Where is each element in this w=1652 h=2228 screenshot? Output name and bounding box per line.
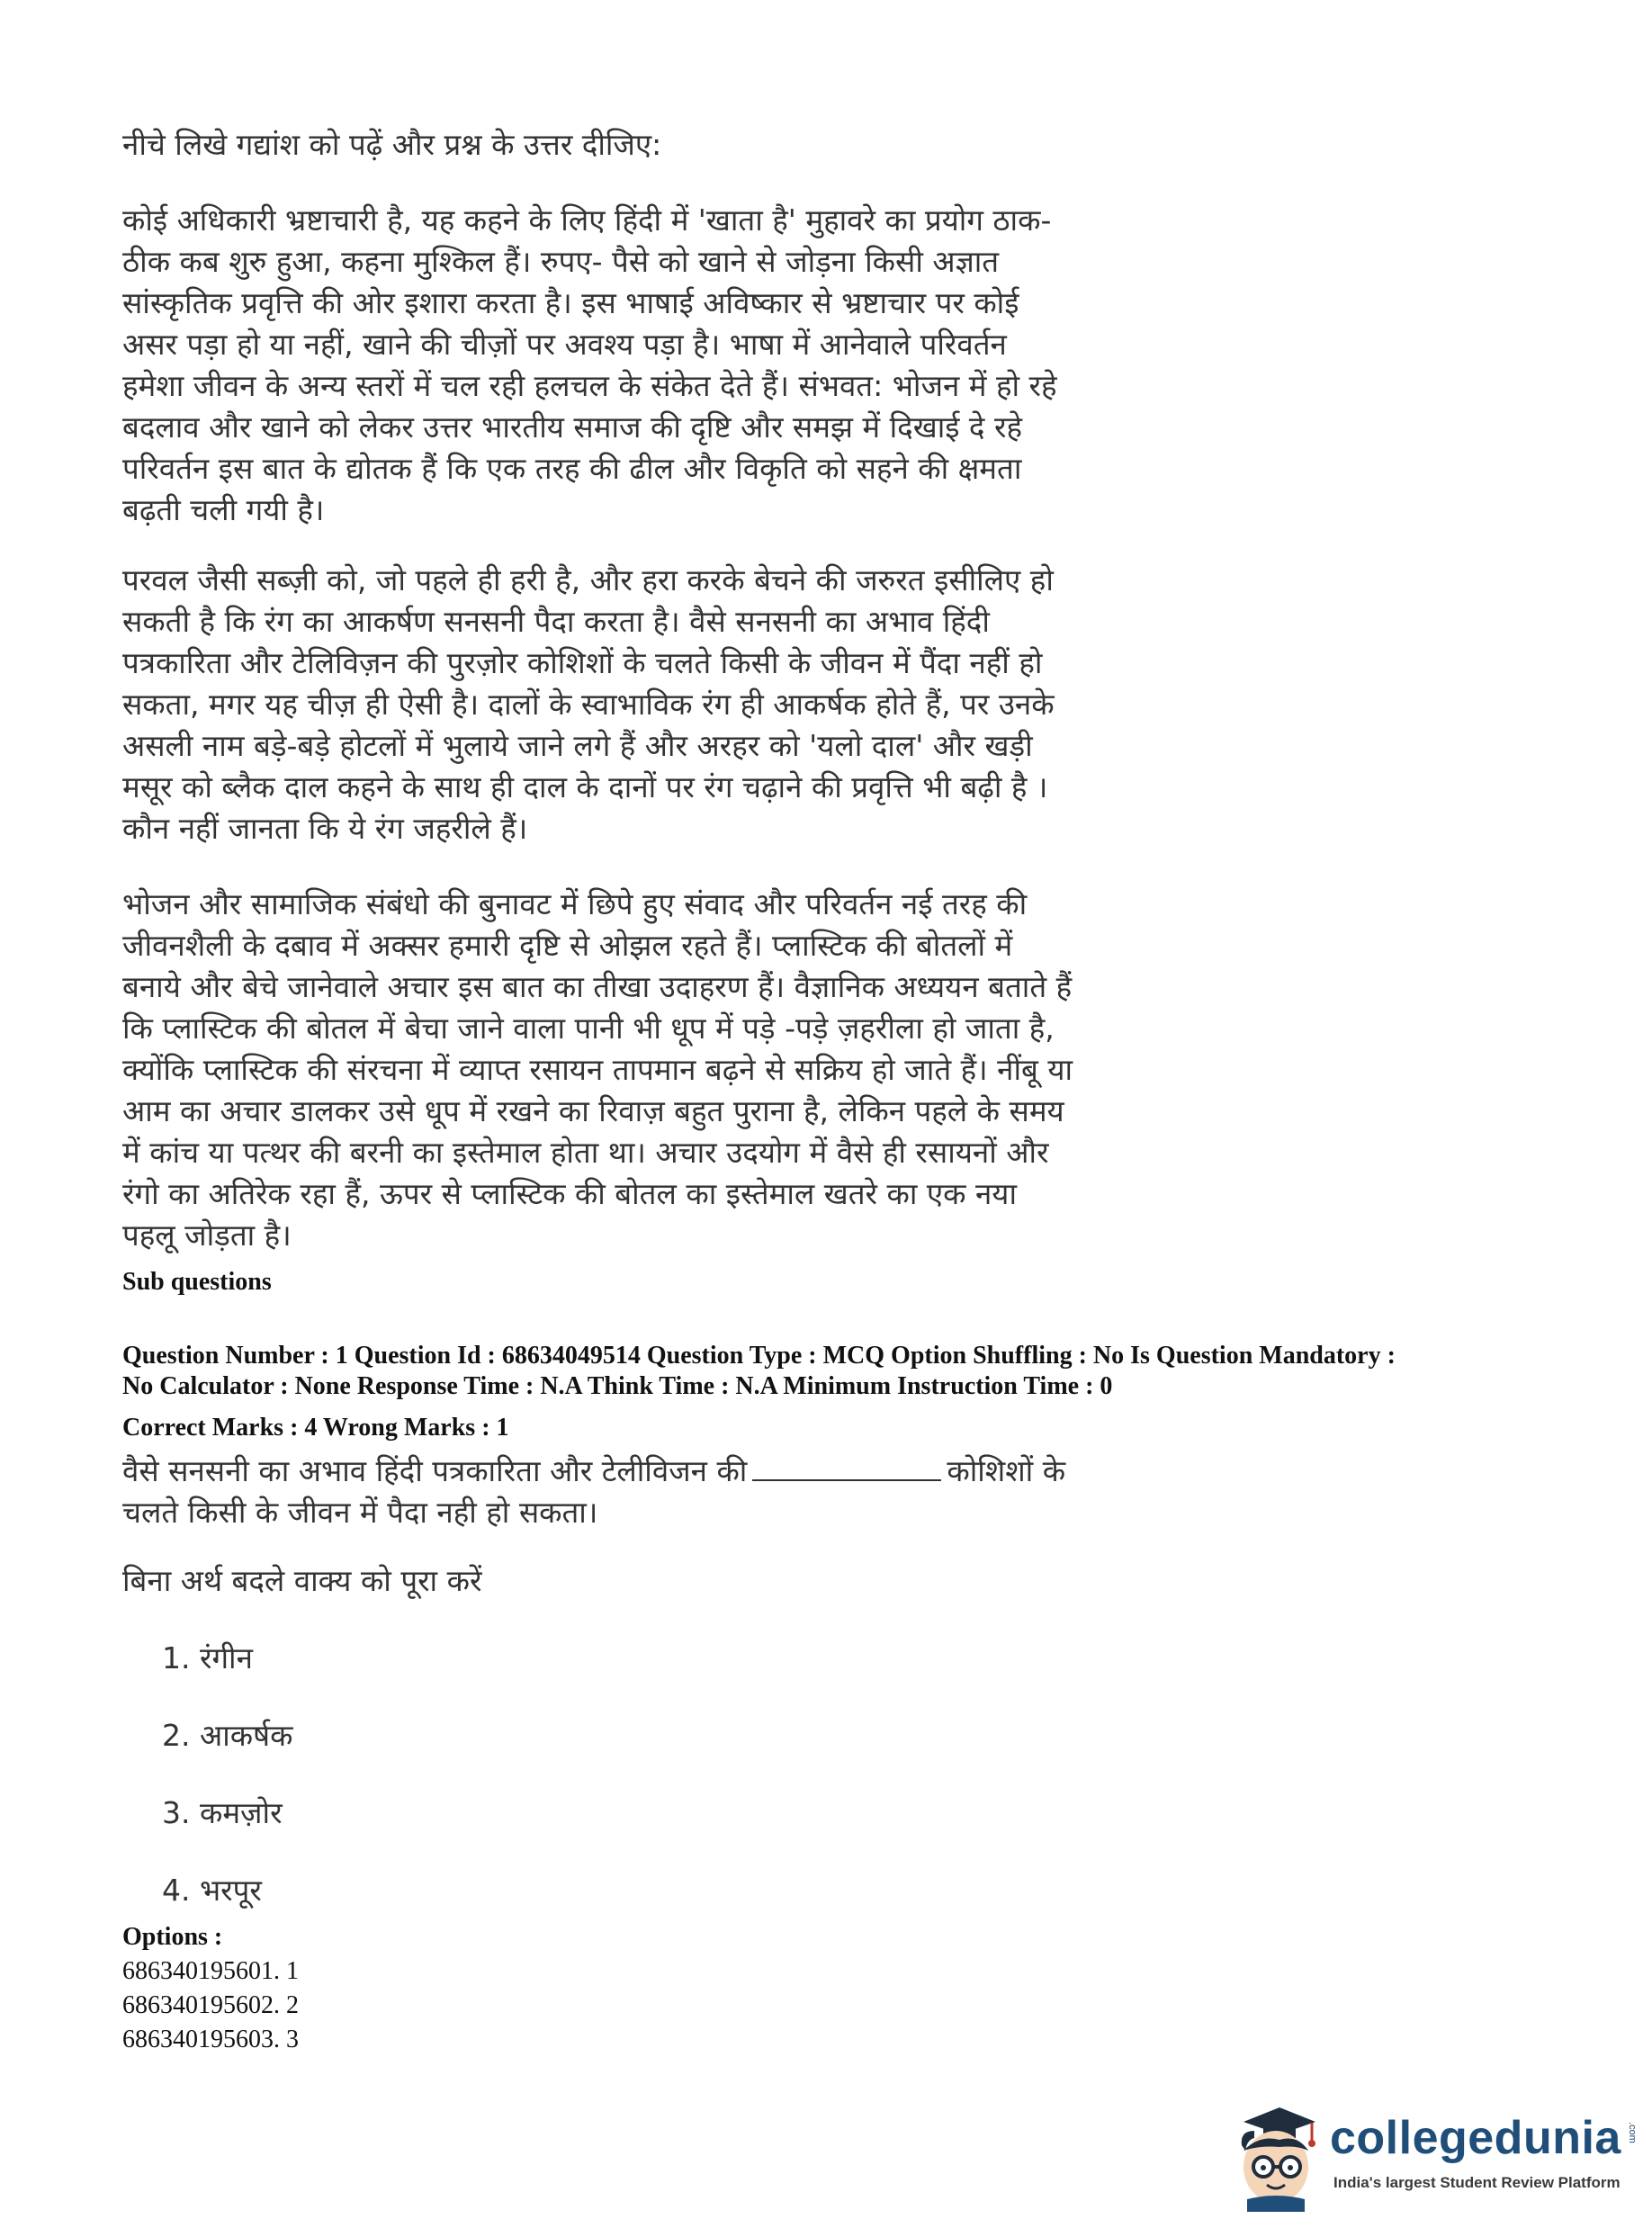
passage-line: ठीक कब शुरु हुआ, कहना मुश्किल हैं। रुपए- पैसे को खाने से जोड़ना किसी अज्ञात: [122, 244, 1000, 279]
passage-paragraph-1: [122, 200, 1202, 531]
answer-choices: [162, 1638, 292, 1947]
passage-line: कोई अधिकारी भ्रष्टाचारी है, यह कहने के लिए हिंदी में 'खाता है' मुहावरे का प्रयोग ठाक-: [122, 202, 1052, 238]
question-text-part: कोशिशों के: [947, 1453, 1066, 1488]
passage-line: रंगो का अतिरेक रहा हैं, ऊपर से प्लास्टिक की बोतल का इस्तेमाल खतरे का एक नया: [122, 1176, 1017, 1211]
passage-line: में कांच या पत्थर की बरनी का इस्तेमाल होता था। अचार उदयोग में वैसे ही रसायनों और: [122, 1135, 1049, 1170]
passage-line: आम का अचार डालकर उसे धूप में रखने का रिवाज़ बहुत पुराना है, लेकिन पहले के समय: [122, 1093, 1064, 1128]
sub-questions-heading: Sub questions: [122, 1268, 272, 1296]
passage-line: पहलू जोड़ता है।: [122, 1217, 292, 1253]
passage-line: मसूर को ब्लैक दाल कहने के साथ ही दाल के दानों पर रंग चढ़ाने की प्रवृत्ति भी बढ़ी है ।: [122, 769, 1048, 804]
option-item: 686340195601. 1: [122, 1957, 299, 1985]
mascot-icon: [1224, 2095, 1324, 2212]
answer-choice: 1. रंगीन: [162, 1640, 253, 1675]
passage-line: बनाये और बेचे जानेवाले अचार इस बात का तीखा उदाहरण हैं। वैज्ञानिक अध्ययन बताते हैं: [122, 969, 1073, 1004]
options-list: [122, 1954, 299, 2057]
question-text: [122, 1451, 1202, 1533]
question-text-line: चलते किसी के जीवन में पैदा नही हो सकता।: [122, 1495, 598, 1530]
question-text-part: वैसे सनसनी का अभाव हिंदी पत्रकारिता और टेलीविजन की: [122, 1453, 748, 1488]
passage-line: असली नाम बड़े-बड़े होटलों में भुलाये जाने लगे हैं और अरहर को 'यलो दाल' और खड़ी: [122, 728, 1033, 763]
passage-line: असर पड़ा हो या नहीं, खाने की चीज़ों पर अवश्य पड़ा है। भाषा में आनेवाले परिवर्तन: [122, 327, 1007, 362]
question-info-line: No Calculator : None Response Time : N.A Think Time : N.A Minimum Instruction Time : 0: [122, 1372, 1113, 1400]
passage-line: सकता, मगर यह चीज़ ही ऐसी है। दालों के स्वाभाविक रंग ही आकर्षक होते हैं, पर उनके: [122, 687, 1055, 722]
logo-tagline: India's largest Student Review Platform: [1333, 2174, 1621, 2191]
passage-line: क्योंकि प्लास्टिक की संरचना में व्याप्त रसायन तापमान बढ़ने से सक्रिय हो जाते हैं। नींबू या: [122, 1052, 1073, 1087]
logo-wordmark: collegedunia: [1330, 2112, 1621, 2164]
fill-in-blank: [752, 1452, 941, 1481]
option-item: 686340195602. 2: [122, 1991, 299, 2019]
options-heading: Options :: [122, 1923, 223, 1951]
passage-line: कि प्लास्टिक की बोतल में बेचा जाने वाला पानी भी धूप में पड़े -पड़े ज़हरीला हो जाता है,: [122, 1011, 1055, 1046]
answer-choice: 3. कमज़ोर: [162, 1795, 283, 1830]
logo-domain-suffix: .com: [1627, 2122, 1638, 2143]
passage-paragraph-2: [122, 560, 1202, 849]
passage-line: सकती है कि रंग का आकर्षण सनसनी पैदा करता है। वैसे सनसनी का अभाव हिंदी: [122, 604, 990, 639]
passage-line: कौन नहीं जानता कि ये रंग जहरीले हैं।: [122, 811, 528, 846]
question-instruction: बिना अर्थ बदले वाक्य को पूरा करें: [122, 1563, 482, 1598]
passage-line: बढ़ती चली गयी है।: [122, 492, 325, 527]
passage-line: परिवर्तन इस बात के द्योतक हैं कि एक तरह की ढील और विकृति को सहने की क्षमता: [122, 451, 1022, 486]
passage-line: बदलाव और खाने को लेकर उत्तर भारतीय समाज की दृष्टि और समझ में दिखाई दे रहे: [122, 409, 1022, 445]
option-item: 686340195603. 3: [122, 2026, 299, 2053]
passage-line: हमेशा जीवन के अन्य स्तरों में चल रही हलचल के संकेत देते हैं। संभवत: भोजन में हो रहे: [122, 368, 1057, 403]
passage-title: नीचे लिखे गद्यांश को पढ़ें और प्रश्न के उत्तर दीजिए:: [122, 127, 662, 162]
collegedunia-logo: [1224, 2095, 1647, 2212]
question-text-line: [122, 1451, 1202, 1492]
passage-line: भोजन और सामाजिक संबंधो की बुनावट में छिपे हुए संवाद और परिवर्तन नई तरह की: [122, 886, 1028, 921]
passage-line: पत्रकारिता और टेलिविज़न की पुरज़ोर कोशिशों के चलते किसी के जीवन में पैंदा नहीं हो: [122, 645, 1043, 680]
question-info: [122, 1341, 1562, 1402]
question-info-line: Question Number : 1 Question Id : 68634049514 Question Type : MCQ Option Shuffling : No Is Question Mandatory :: [122, 1342, 1396, 1370]
answer-choice: 2. आकर्षक: [162, 1718, 293, 1753]
passage-line: जीवनशैली के दबाव में अक्सर हमारी दृष्टि से ओझल रहते हैं। प्लास्टिक की बोतलों में: [122, 928, 1013, 963]
passage-paragraph-3: [122, 884, 1202, 1256]
answer-choice: 4. भरपूर: [162, 1873, 262, 1908]
passage-line: सांस्कृतिक प्रवृत्ति की ओर इशारा करता है। इस भाषाई अविष्कार से भ्रष्टाचार पर कोई: [122, 285, 1019, 320]
question-marks: Correct Marks : 4 Wrong Marks : 1: [122, 1414, 509, 1442]
passage-line: परवल जैसी सब्ज़ी को, जो पहले ही हरी है, और हरा करके बेचने की जरुरत इसीलिए हो: [122, 562, 1054, 597]
